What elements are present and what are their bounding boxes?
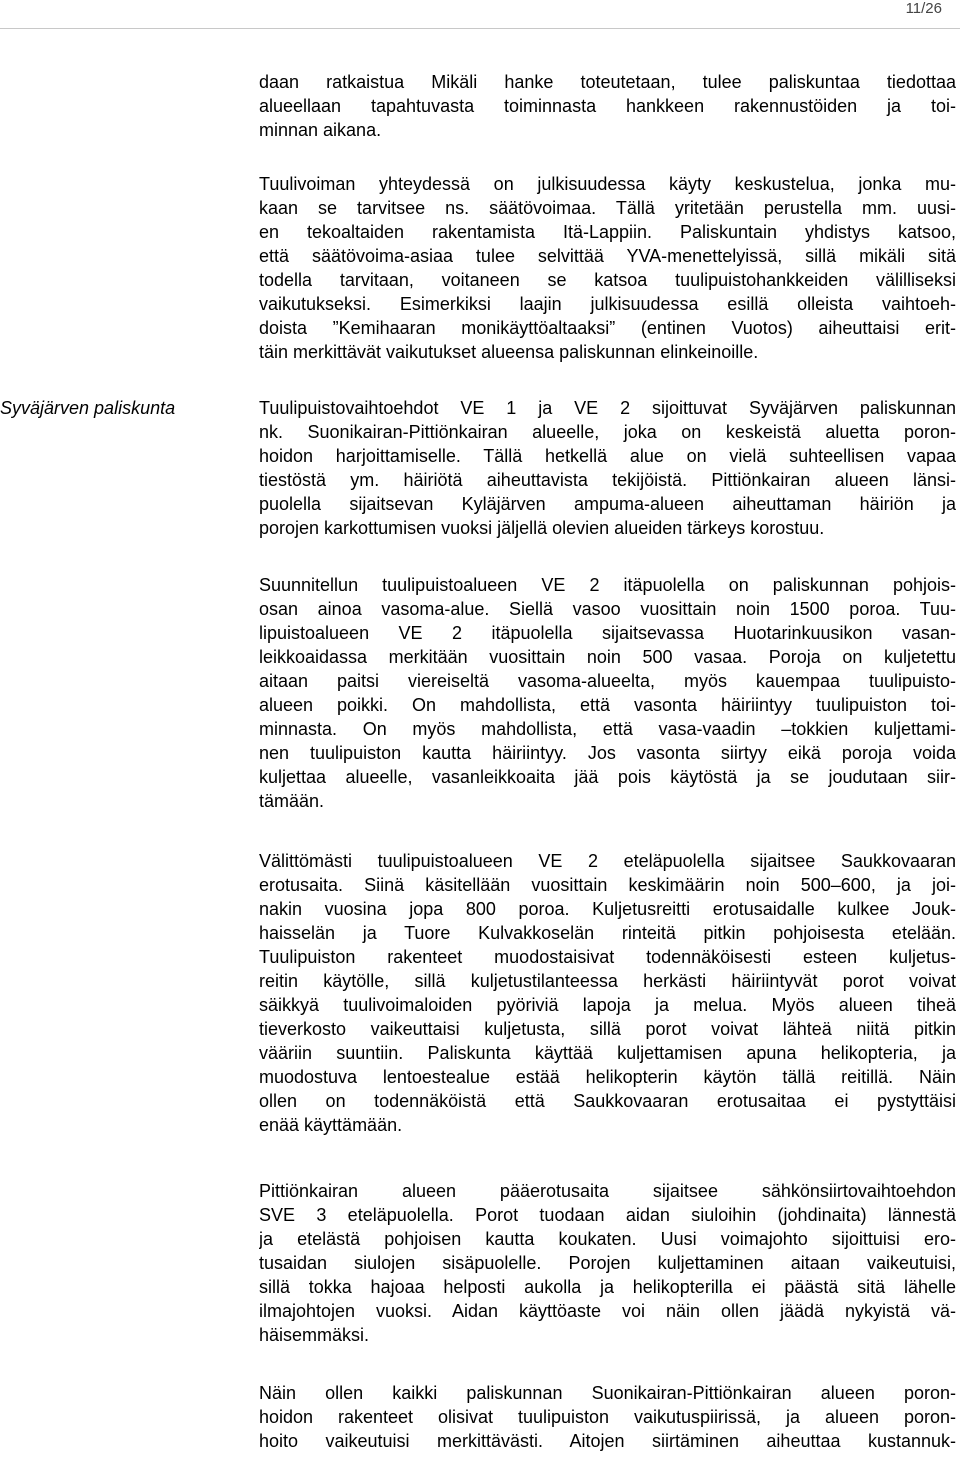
- text-line: minnan aikana.: [259, 120, 382, 140]
- text-line: erotusaita. Siinä käsitellään vuosittain keskimäärin noin 500–600, ja joi-: [259, 875, 956, 895]
- text-line: täin merkittävät vaikutukset alueensa paliskunnan elinkeinoille.: [259, 342, 759, 362]
- text-line: leikkoaidassa merkitään vuosittain noin 500 vasaa. Poroja on kuljetettu: [259, 647, 956, 667]
- text-line: ollen on todennäköistä että Saukkovaaran erotusaitaa ei pystyttäisi: [259, 1091, 956, 1111]
- text-line: tusaidan siulojen sisäpuolelle. Porojen kuljettaminen aitaan vaikeutuisi,: [259, 1253, 956, 1273]
- text-line: kaan se tarvitsee ns. säätövoimaa. Tällä yritetään perustella mm. uusi-: [259, 198, 956, 218]
- text-line: doista ”Kemihaaran monikäyttöaltaaksi” (entinen Vuotos) aiheuttaisi erit-: [259, 318, 956, 338]
- text-line: minnasta. On myös mahdollista, että vasa-vaadin –tokkien kuljettami-: [259, 719, 956, 739]
- text-line: alueellaan tapahtuvasta toiminnasta hankkeen rakennustöiden ja toi-: [259, 96, 956, 116]
- text-line: ilmajohtojen vuoksi. Aidan käyttöaste voi näin ollen jäädä nykyistä vä-: [259, 1301, 956, 1321]
- text-line: Tuulipuistovaihtoehdot VE 1 ja VE 2 sijoittuvat Syväjärven paliskunnan: [259, 398, 956, 418]
- text-line: vääriin suuntiin. Paliskunta käyttää kuljettamisen apuna helikopteria, ja: [259, 1043, 956, 1063]
- text-line: todella tarvitaan, voitaneen se katsoa tuulipuistohankkeiden välilliseksi: [259, 270, 956, 290]
- text-line: tiestöstä ym. häiriötä aiheuttavista tekijöistä. Pittiönkairan alueen länsi-: [259, 470, 956, 490]
- text-line: SVE 3 eteläpuolella. Porot tuodaan aidan siuloihin (johdinaita) lännestä: [259, 1205, 956, 1225]
- text-line: ja etelästä pohjoisen kautta koukaten. Uusi voimajohto sijoittuisi ero-: [259, 1229, 956, 1249]
- text-line: Pittiönkairan alueen pääerotusaita sijaitsee sähkönsiirtovaihtoehdon: [259, 1181, 956, 1201]
- text-line: säikkyä tuulivoimaloiden pyöriviä lapoja ja melua. Myös alueen tiheä: [259, 995, 956, 1015]
- text-line: Tuulipuiston rakenteet muodostaisivat todennäköisesti esteen kuljetus-: [259, 947, 956, 967]
- text-line: haisselän ja Tuore Kulvakkoselän rinteitä pitkin pohjoisesta etelään.: [259, 923, 956, 943]
- text-line: reitin käytölle, sillä kuljetustilanteessa herkästi häiriintyvät porot voivat: [259, 971, 956, 991]
- text-line: porojen karkottumisen vuoksi jäljellä olevien alueiden tärkeys korostuu.: [259, 518, 825, 538]
- text-line: hoidon harjoittamiselle. Tällä hetkellä alue on vielä suhteellisen vapaa: [259, 446, 956, 466]
- text-line: puolella sijaitsevan Kyläjärven ampuma-alueen aiheuttaman häiriön ja: [259, 494, 956, 514]
- text-line: en tekoaltaiden rakentamista Itä-Lappiin. Paliskuntain yhdistys katsoo,: [259, 222, 956, 242]
- paragraph: [259, 849, 956, 1137]
- paragraph: [259, 70, 956, 142]
- text-line: Välittömästi tuulipuistoalueen VE 2 eteläpuolella sijaitsee Saukkovaaran: [259, 851, 956, 871]
- text-line: että säätövoima-asiaa tulee selvittää YVA-menettelyissä, sillä mikäli sitä: [259, 246, 956, 266]
- text-line: sillä tokka hajoaa helposti aukolla ja helikopterilla ei päästä sitä lähelle: [259, 1277, 956, 1297]
- paragraph: [259, 172, 956, 364]
- text-line: alueen poikki. On mahdollista, että vasonta häiriintyy tuulipuiston toi-: [259, 695, 956, 715]
- text-line: daan ratkaistua Mikäli hanke toteutetaan, tulee paliskuntaa tiedottaa: [259, 72, 956, 92]
- text-line: hoito vaikeutuisi merkittävästi. Aitojen siirtäminen aiheuttaa kustannuk-: [259, 1431, 956, 1451]
- text-line: hoidon rakenteet olisivat tuulipuiston vaikutuspiirissä, ja alueen poron-: [259, 1407, 956, 1427]
- text-line: Suunnitellun tuulipuistoalueen VE 2 itäpuolella on paliskunnan pohjois-: [259, 575, 956, 595]
- text-line: nakin vuosina jopa 800 poroa. Kuljetusreitti erotusaidalle kulkee Jouk-: [259, 899, 956, 919]
- text-line: tämään.: [259, 791, 325, 811]
- paragraph: [259, 1381, 956, 1453]
- text-line: nen tuulipuiston kautta häiriintyy. Jos vasonta siirtyy eikä poroja voida: [259, 743, 956, 763]
- paragraph: [259, 396, 956, 540]
- text-line: Näin ollen kaikki paliskunnan Suonikairan-Pittiönkairan alueen poron-: [259, 1383, 956, 1403]
- text-line: aitaan paitsi viereiseltä vasoma-alueelta, myös kauempaa tuulipuisto-: [259, 671, 956, 691]
- text-line: vaikutukseksi. Esimerkiksi laajin julkisuudessa esillä olleista vaihtoeh-: [259, 294, 956, 314]
- text-line: Tuulivoiman yhteydessä on julkisuudessa käyty keskustelua, jonka mu-: [259, 174, 956, 194]
- side-heading: Syväjärven paliskunta: [0, 398, 176, 418]
- paragraph: [259, 1179, 956, 1347]
- text-line: enää käyttämään.: [259, 1115, 403, 1135]
- text-line: tieverkosto vaikeuttaisi kuljetusta, sillä porot voivat lähteä niitä pitkin: [259, 1019, 956, 1039]
- header-divider: [0, 28, 960, 29]
- text-line: osan ainoa vasoma-alue. Siellä vasoo vuosittain noin 1500 poroa. Tuu-: [259, 599, 956, 619]
- paragraph: [259, 573, 956, 813]
- text-line: muodostuva lentoestealue estää helikopterin käytön tällä reitillä. Näin: [259, 1067, 956, 1087]
- text-line: kuljettaa alueelle, vasanleikkoaita jää pois käytöstä ja se joudutaan siir-: [259, 767, 956, 787]
- text-line: häisemmäksi.: [259, 1325, 370, 1345]
- text-line: lipuistoalueen VE 2 itäpuolella sijaitsevassa Huotarinkuusikon vasan-: [259, 623, 956, 643]
- page-number: 11/26: [905, 0, 942, 17]
- text-line: nk. Suonikairan-Pittiönkairan alueelle, joka on keskeistä aluetta poron-: [259, 422, 956, 442]
